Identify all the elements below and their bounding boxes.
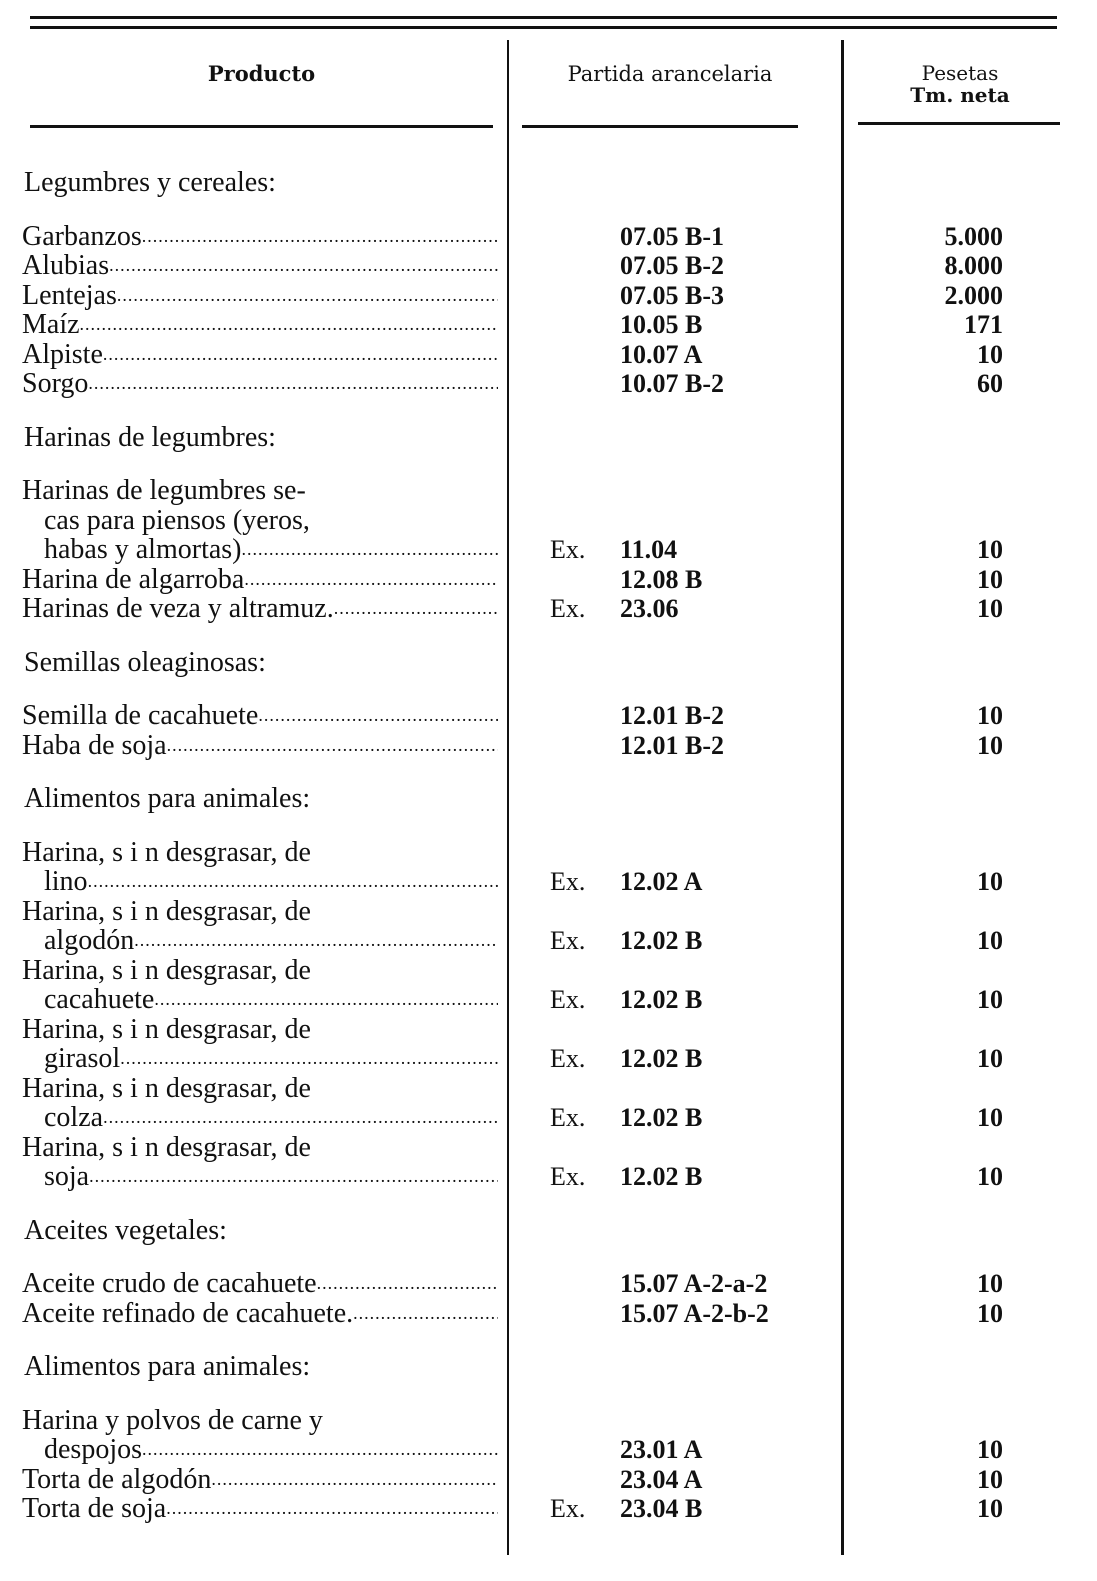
table-row — [0, 1435, 1097, 1465]
section-title: Alimentos para animales: — [24, 783, 311, 814]
product-name — [22, 222, 498, 252]
product-name — [44, 1435, 498, 1465]
header-pesetas — [860, 62, 1060, 106]
ex-prefix: Ex. — [550, 867, 586, 896]
table-row — [0, 701, 1097, 731]
product-name — [22, 1074, 498, 1104]
ex-prefix: Ex. — [550, 926, 586, 955]
product-name — [44, 1162, 498, 1192]
tariff-code: 10.05 B — [620, 310, 703, 339]
table-row — [0, 281, 1097, 311]
product-text: cas para piensos (yeros, — [44, 505, 310, 535]
product-text: Harinas de veza y altramuz. — [22, 594, 334, 624]
dot-leader — [117, 281, 498, 311]
table-row — [0, 1299, 1097, 1329]
table-row — [0, 340, 1097, 370]
section-heading — [0, 1352, 1097, 1382]
tariff-code: 07.05 B-2 — [620, 251, 724, 280]
table-row — [0, 1494, 1097, 1524]
product-name — [22, 1133, 498, 1163]
table-row — [0, 926, 1097, 956]
product-text: algodón — [44, 926, 135, 956]
product-text: Alubias — [22, 251, 110, 281]
header-producto: Producto — [207, 61, 316, 86]
pesetas-value: 8.000 — [944, 251, 1003, 280]
product-name — [44, 867, 498, 897]
tariff-code: 10.07 B-2 — [620, 369, 724, 398]
product-name — [44, 985, 498, 1015]
dot-leader — [89, 1162, 498, 1192]
top-rule-2 — [30, 26, 1057, 29]
product-name — [22, 476, 498, 506]
section-title: Alimentos para animales: — [24, 1351, 311, 1382]
pesetas-value: 10 — [977, 730, 1003, 760]
pesetas-value: 171 — [964, 310, 1003, 339]
header-underline-pesetas — [858, 122, 1060, 125]
section-heading — [0, 784, 1097, 814]
dot-leader — [103, 340, 498, 370]
pesetas-value: 10 — [977, 1464, 1003, 1494]
table-row — [0, 1406, 1097, 1436]
product-text: Aceite crudo de cacahuete — [22, 1269, 317, 1299]
product-name — [22, 340, 498, 370]
tariff-code: 23.04 B — [620, 1494, 703, 1523]
ex-prefix: Ex. — [550, 594, 586, 623]
product-name — [22, 956, 498, 986]
tariff-code: 12.02 B — [620, 1162, 703, 1191]
tariff-code: 07.05 B-1 — [620, 221, 724, 251]
dot-leader — [80, 310, 498, 340]
tariff-code: 15.07 A-2-a-2 — [620, 1269, 768, 1298]
product-text: Harina, s i n desgrasar, de — [22, 896, 311, 926]
product-name — [22, 897, 498, 927]
product-name — [44, 926, 498, 956]
tariff-code: 12.02 B — [620, 926, 703, 955]
product-text: Harina, s i n desgrasar, de — [22, 1073, 311, 1103]
product-text: lino — [44, 867, 88, 897]
tariff-code: 12.08 B — [620, 564, 703, 594]
pesetas-value: 10 — [977, 564, 1003, 594]
table-row — [0, 1015, 1097, 1045]
product-text: cacahuete — [44, 985, 155, 1015]
tariff-code: 12.02 B — [620, 1103, 703, 1132]
table-row — [0, 1044, 1097, 1074]
table-row — [0, 310, 1097, 340]
ex-prefix: Ex. — [550, 1494, 586, 1523]
header-pesetas-line1: Pesetas — [921, 61, 999, 85]
pesetas-value: 10 — [977, 1044, 1003, 1073]
product-name — [44, 1103, 498, 1133]
tariff-code: 11.04 — [620, 535, 678, 564]
product-name — [22, 838, 498, 868]
section-title: Harinas de legumbres: — [24, 421, 276, 453]
dot-leader — [142, 1435, 498, 1465]
pesetas-value: 60 — [977, 369, 1003, 398]
dot-leader — [211, 1465, 498, 1495]
dot-leader — [120, 1044, 498, 1074]
tariff-code: 23.06 — [620, 594, 679, 623]
product-text: Harina de algarroba — [22, 564, 245, 594]
dot-leader — [317, 1269, 498, 1299]
pesetas-value: 10 — [977, 1103, 1003, 1132]
tariff-code: 15.07 A-2-b-2 — [620, 1298, 769, 1328]
ex-prefix: Ex. — [550, 1162, 586, 1191]
pesetas-value: 10 — [977, 594, 1003, 623]
table-row — [0, 1103, 1097, 1133]
table-row — [0, 222, 1097, 252]
tariff-code: 10.07 A — [620, 339, 703, 369]
product-text: Lentejas — [22, 280, 117, 310]
product-text: Torta de algodón — [22, 1464, 212, 1494]
header-partida: Partida arancelaria — [567, 62, 773, 86]
tariff-code: 07.05 B-3 — [620, 280, 724, 310]
dot-leader — [166, 1494, 498, 1524]
product-text: Aceite refinado de cacahuete. — [22, 1298, 354, 1328]
dot-leader — [154, 985, 498, 1015]
tariff-code: 12.02 B — [620, 1044, 703, 1073]
tariff-code: 23.01 A — [620, 1435, 703, 1464]
dot-leader — [258, 701, 498, 731]
product-text: Harina, s i n desgrasar, de — [22, 955, 311, 985]
dot-leader — [142, 222, 498, 252]
tariff-code: 12.02 A — [620, 867, 703, 896]
table-row — [0, 1269, 1097, 1299]
table-row — [0, 565, 1097, 595]
dot-leader — [88, 369, 498, 399]
table-row — [0, 1133, 1097, 1163]
dot-leader — [334, 594, 498, 624]
product-name — [22, 1406, 498, 1436]
header-pesetas-line2: Tm. neta — [910, 83, 1010, 107]
product-name — [22, 701, 498, 731]
product-name — [22, 310, 498, 340]
pesetas-value: 10 — [977, 1269, 1003, 1298]
product-name — [22, 1465, 498, 1495]
product-name — [44, 506, 498, 536]
product-name — [22, 1299, 498, 1329]
section-heading — [0, 648, 1097, 678]
product-text: Harina, s i n desgrasar, de — [22, 1132, 311, 1162]
header-underline-producto — [30, 125, 493, 128]
dot-leader — [103, 1103, 498, 1133]
dot-leader — [88, 867, 498, 897]
ex-prefix: Ex. — [550, 985, 586, 1014]
product-text: colza — [44, 1103, 104, 1133]
product-text: Alpiste — [22, 339, 103, 369]
pesetas-value: 10 — [977, 339, 1003, 369]
pesetas-value: 10 — [977, 926, 1003, 955]
table-row — [0, 369, 1097, 399]
product-name — [22, 594, 498, 624]
pesetas-value: 10 — [977, 985, 1003, 1014]
product-text: Maíz — [22, 310, 80, 340]
product-name — [22, 369, 498, 399]
table-row — [0, 1465, 1097, 1495]
product-text: Harinas de legumbres se- — [22, 476, 306, 506]
product-text: Haba de soja — [22, 730, 167, 760]
pesetas-value: 2.000 — [944, 280, 1003, 310]
product-name — [22, 731, 498, 761]
section-heading — [0, 1216, 1097, 1246]
pesetas-value: 5.000 — [944, 221, 1003, 251]
product-name — [22, 281, 498, 311]
pesetas-value: 10 — [977, 701, 1003, 730]
table-row — [0, 535, 1097, 565]
product-text: soja — [44, 1162, 90, 1192]
table-row — [0, 731, 1097, 761]
table-row — [0, 867, 1097, 897]
product-text: Torta de soja — [22, 1494, 167, 1524]
product-text: habas y almortas) — [44, 535, 242, 565]
dot-leader — [353, 1299, 498, 1329]
table-row — [0, 251, 1097, 281]
section-title: Aceites vegetales: — [24, 1214, 227, 1246]
product-text: Garbanzos — [22, 221, 142, 251]
table-row — [0, 476, 1097, 506]
tariff-code: 12.02 B — [620, 985, 703, 1014]
product-text: Harina y polvos de carne y — [22, 1405, 323, 1435]
ex-prefix: Ex. — [550, 1044, 586, 1073]
section-title: Legumbres y cereales: — [24, 167, 276, 198]
pesetas-value: 10 — [977, 1162, 1003, 1191]
dot-leader — [109, 251, 498, 281]
section-title: Semillas oleaginosas: — [24, 646, 266, 678]
dot-leader — [242, 535, 499, 565]
section-heading — [0, 423, 1097, 453]
table-row — [0, 985, 1097, 1015]
tariff-code: 12.01 B-2 — [620, 701, 724, 730]
ex-prefix: Ex. — [550, 535, 586, 564]
ex-prefix: Ex. — [550, 1103, 586, 1132]
pesetas-value: 10 — [977, 1298, 1003, 1328]
pesetas-value: 10 — [977, 1494, 1003, 1523]
product-text: Semilla de cacahuete — [22, 701, 259, 731]
table-row — [0, 594, 1097, 624]
dot-leader — [167, 731, 498, 761]
table-row — [0, 506, 1097, 536]
header-underline-partida — [522, 125, 798, 128]
product-name — [22, 251, 498, 281]
product-name — [22, 1269, 498, 1299]
section-heading — [0, 168, 1097, 198]
product-name — [44, 1044, 498, 1074]
dot-leader — [244, 565, 498, 595]
product-text: girasol — [44, 1044, 121, 1074]
top-rule-1 — [30, 16, 1057, 19]
table-row — [0, 897, 1097, 927]
product-name — [44, 535, 498, 565]
pesetas-value: 10 — [977, 867, 1003, 896]
product-text: despojos — [44, 1435, 142, 1465]
table-row — [0, 956, 1097, 986]
table-row — [0, 838, 1097, 868]
product-text: Sorgo — [22, 369, 89, 399]
dot-leader — [134, 926, 498, 956]
product-text: Harina, s i n desgrasar, de — [22, 1014, 311, 1044]
product-text: Harina, s i n desgrasar, de — [22, 837, 311, 867]
product-name — [22, 1015, 498, 1045]
product-name — [22, 1494, 498, 1524]
pesetas-value: 10 — [977, 1435, 1003, 1464]
table-row — [0, 1162, 1097, 1192]
table-body — [0, 152, 1097, 1524]
table-row — [0, 1074, 1097, 1104]
product-name — [22, 565, 498, 595]
pesetas-value: 10 — [977, 535, 1003, 564]
tariff-code: 23.04 A — [620, 1464, 703, 1494]
tariff-code: 12.01 B-2 — [620, 730, 724, 760]
